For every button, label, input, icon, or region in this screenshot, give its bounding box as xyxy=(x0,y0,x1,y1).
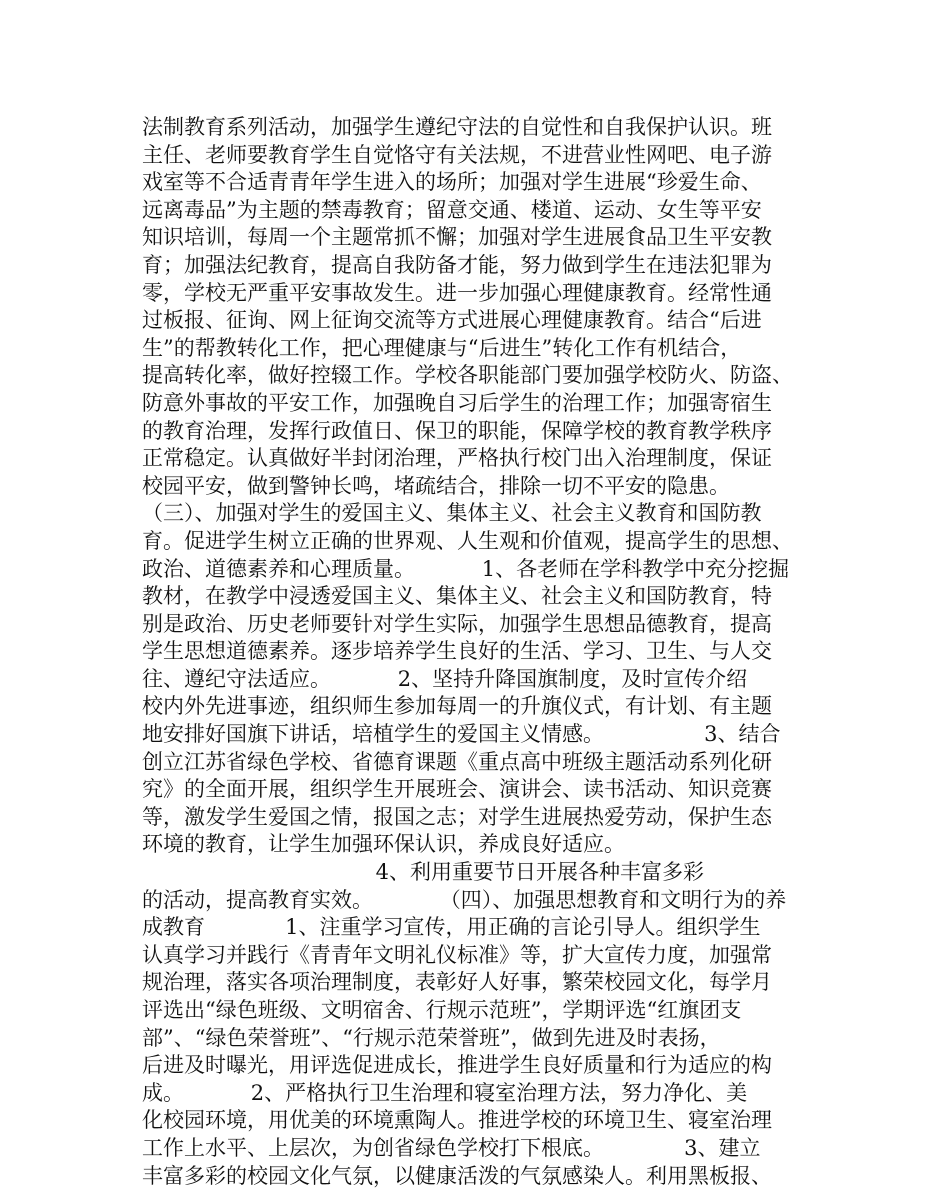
text-line: 评选出“绿色班级、文明宿舍、行规示范班”，学期评选“红旗团支 xyxy=(142,998,742,1022)
text-line: 的教育治理，发挥行政值日、保卫的职能，保障学校的教育教学秩序 xyxy=(142,418,772,443)
text-line: 等，激发学生爱国之情，报国之志；对学生进展热爱劳动，保护生态 xyxy=(142,804,772,829)
text-line: 提高转化率，做好控辍工作。学校各职能部门要加强学校防火、防盗、 xyxy=(142,363,793,388)
text-line: 育。促进学生树立正确的世界观、人生观和价值观，提高学生的思想、 xyxy=(142,528,793,553)
text-line: 部”、“绿色荣誉班”、“行规示范荣誉班”，做到先进及时表扬， xyxy=(142,1025,721,1050)
text-line: 防意外事故的平安工作，加强晚自习后学生的治理工作；加强寄宿生 xyxy=(142,390,772,415)
text-line: 学生思想道德素养。逐步培养学生良好的生活、学习、卫生、与人交 xyxy=(142,639,772,664)
text-line: 校园平安，做到警钟长鸣，堵疏结合，排除一切不平安的隐患。 xyxy=(142,473,730,498)
text-line: 4、利用重要节日开展各种丰富多彩 xyxy=(142,860,704,885)
text-line: 环境的教育，让学生加强环保认识，养成良好适应。 xyxy=(142,832,625,857)
text-line: 生”的帮教转化工作，把心理健康与“后进生”转化工作有机结合， xyxy=(142,335,742,360)
text-line: 政治、道德素养和心理质量。 1、各老师在学科教学中充分挖掘 xyxy=(142,556,790,581)
body-text xyxy=(142,114,822,1190)
text-line: 后进及时曝光，用评选促进成长，推进学生良好质量和行为适应的构 xyxy=(142,1053,772,1078)
text-line: 往、遵纪守法适应。 2、坚持升降国旗制度，及时宣传介绍 xyxy=(142,666,748,691)
text-line: 规治理，落实各项治理制度，表彰好人好事，繁荣校园文化，每学月 xyxy=(142,970,772,995)
text-line: （三）、加强对学生的爱国主义、集体主义、社会主义教育和国防教 xyxy=(142,501,762,526)
text-line: 丰富多彩的校园文化气氛，以健康活泼的气氛感染人。利用黑板报、 xyxy=(142,1163,772,1188)
text-line: 主任、老师要教育学生自觉恪守有关法规，不进营业性网吧、电子游 xyxy=(142,142,772,167)
text-line: 认真学习并践行《青青年文明礼仪标准》等，扩大宣传力度，加强常 xyxy=(142,942,772,967)
text-line: 育；加强法纪教育，提高自我防备才能，努力做到学生在违法犯罪为 xyxy=(142,252,772,277)
text-line: 地安排好国旗下讲话，培植学生的爱国主义情感。 3、结合 xyxy=(142,722,781,747)
text-line: 化校园环境，用优美的环境熏陶人。推进学校的环境卫生、寝室治理 xyxy=(142,1108,772,1133)
text-line: 创立江苏省绿色学校、省德育课题《重点高中班级主题活动系列化研 xyxy=(142,749,772,774)
text-line: 究》的全面开展，组织学生开展班会、演讲会、读书活动、知识竞赛 xyxy=(142,777,772,802)
text-line: 戏室等不合适青青年学生进入的场所；加强对学生进展“珍爱生命、 xyxy=(142,170,762,195)
text-line: 的活动，提高教育实效。 （四）、加强思想教育和文明行为的养 xyxy=(142,887,787,912)
text-line: 别是政治、历史老师要针对学生实际，加强学生思想品德教育，提高 xyxy=(142,611,772,636)
text-line: 过板报、征询、网上征询交流等方式进展心理健康教育。结合“后进 xyxy=(142,308,762,333)
text-line: 教材，在教学中浸透爱国主义、集体主义、社会主义和国防教育，特 xyxy=(142,584,772,609)
text-line: 零，学校无严重平安事故发生。进一步加强心理健康教育。经常性通 xyxy=(142,280,772,305)
text-line: 校内外先进事迹，组织师生参加每周一的升旗仪式，有计划、有主题 xyxy=(142,694,772,719)
text-line: 知识培训，每周一个主题常抓不懈；加强对学生进展食品卫生平安教 xyxy=(142,225,772,250)
text-line: 法制教育系列活动，加强学生遵纪守法的自觉性和自我保护认识。班 xyxy=(142,115,772,139)
text-line: 正常稳定。认真做好半封闭治理，严格执行校门出入治理制度，保证 xyxy=(142,446,772,471)
text-line: 工作上水平、上层次，为创省绿色学校打下根底。 3、建立 xyxy=(142,1135,761,1160)
text-line: 远离毒品”为主题的禁毒教育；留意交通、楼道、运动、女生等平安 xyxy=(142,197,762,222)
text-line: 成教育 1、注重学习宣传，用正确的言论引导人。组织学生 xyxy=(142,915,761,940)
text-line: 成。 2、严格执行卫生治理和寝室治理方法，努力净化、美 xyxy=(142,1080,748,1105)
